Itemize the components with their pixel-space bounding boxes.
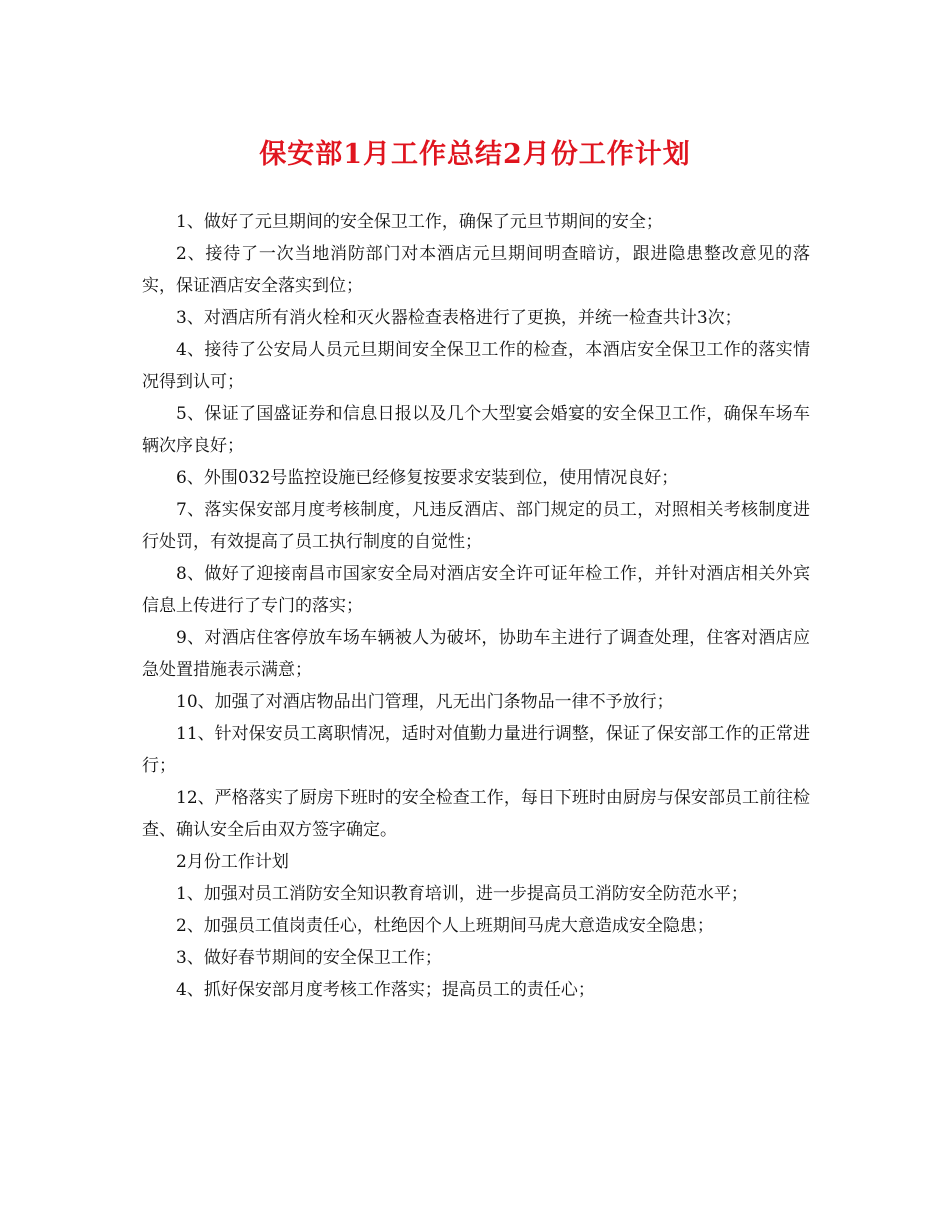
paragraph: 6、外围032号监控设施已经修复按要求安装到位，使用情况良好； bbox=[176, 468, 679, 488]
paragraph: 7、落实保安部月度考核制度，凡违反酒店、部门规定的员工，对照相关考核制度进行处罚，有效提高了员工执行制度的自觉性； bbox=[142, 500, 810, 552]
paragraph: 1、做好了元旦期间的安全保卫工作，确保了元旦节期间的安全； bbox=[176, 212, 663, 232]
paragraph: 5、保证了国盛证券和信息日报以及几个大型宴会婚宴的安全保卫工作，确保车场车辆次序良好； bbox=[142, 404, 810, 456]
paragraph: 4、接待了公安局人员元旦期间安全保卫工作的检查，本酒店安全保卫工作的落实情况得到认可； bbox=[142, 340, 810, 392]
document-title: 保安部1月工作总结2月份工作计划 bbox=[259, 139, 691, 170]
paragraph: 2、加强员工值岗责任心，杜绝因个人上班期间马虎大意造成安全隐患； bbox=[176, 916, 714, 936]
paragraph: 2、接待了一次当地消防部门对本酒店元旦期间明查暗访，跟进隐患整改意见的落实，保证酒店安全落实到位； bbox=[142, 244, 810, 296]
section-heading: 2月份工作计划 bbox=[176, 852, 289, 872]
paragraph: 1、加强对员工消防安全知识教育培训，进一步提高员工消防安全防范水平； bbox=[176, 884, 748, 904]
document-body bbox=[142, 206, 810, 1006]
paragraph: 11、针对保安员工离职情况，适时对值勤力量进行调整，保证了保安部工作的正常进行； bbox=[142, 724, 810, 776]
paragraph: 10、加强了对酒店物品出门管理，凡无出门条物品一律不予放行； bbox=[176, 692, 674, 712]
paragraph: 12、严格落实了厨房下班时的安全检查工作，每日下班时由厨房与保安部员工前往检查、确认安全后由双方签字确定。 bbox=[142, 788, 810, 840]
paragraph: 3、做好春节期间的安全保卫工作； bbox=[176, 948, 442, 968]
paragraph: 3、对酒店所有消火栓和灭火器检查表格进行了更换，并统一检查共计3次； bbox=[176, 308, 742, 328]
paragraph: 9、对酒店住客停放车场车辆被人为破坏，协助车主进行了调查处理，住客对酒店应急处置措施表示满意； bbox=[142, 628, 810, 680]
paragraph: 8、做好了迎接南昌市国家安全局对酒店安全许可证年检工作，并针对酒店相关外宾信息上传进行了专门的落实； bbox=[142, 564, 810, 616]
paragraph: 4、抓好保安部月度考核工作落实；提高员工的责任心； bbox=[176, 980, 595, 1000]
